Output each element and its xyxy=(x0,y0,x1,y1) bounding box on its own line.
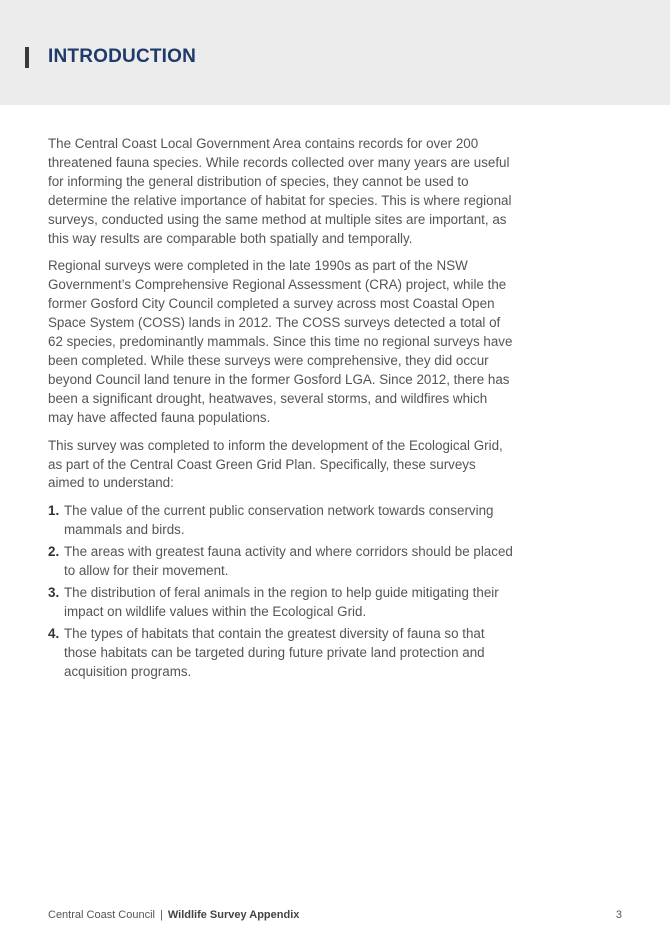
aims-list xyxy=(48,502,513,681)
footer-organization: Central Coast Council xyxy=(48,909,155,921)
list-item-number: 2. xyxy=(48,544,60,560)
list-item-text: The distribution of feral animals in the region to help guide mitigating their impact on wildlife values within the Ecological Grid. xyxy=(64,584,499,619)
list-item-text: The value of the current public conservation network towards conserving mammals and birds. xyxy=(64,503,494,538)
page-footer xyxy=(48,908,622,922)
intro-paragraph-3: This survey was completed to inform the development of the Ecological Grid, as part of the Central Coast Green Grid Plan. Specifically, these surveys aimed to understand: xyxy=(48,437,503,491)
list-item-number: 3. xyxy=(48,584,60,600)
list-item xyxy=(48,502,513,540)
list-item-number: 4. xyxy=(48,625,60,641)
page-number: 3 xyxy=(615,909,622,921)
intro-paragraph-1: The Central Coast Local Government Area contains records for over 200 threatened fauna species. While records collected over many years are useful for informing the general distribution of species, they cannot be used to determine the relative importance of habitat for species. This is where regional surveys, conducted using the same method at multiple sites are important, as this way results are comparable both spatially and temporally. xyxy=(48,136,512,246)
list-item xyxy=(48,543,513,581)
list-item-text: The areas with greatest fauna activity and where corridors should be placed to allow for their movement. xyxy=(64,544,513,579)
footer-document-title: Wildlife Survey Appendix xyxy=(167,909,300,921)
header-band xyxy=(0,0,670,105)
list-item xyxy=(48,625,513,682)
footer-separator: | xyxy=(160,909,163,921)
page-title: INTRODUCTION xyxy=(48,46,197,67)
main-content xyxy=(48,135,513,684)
intro-paragraph-2: Regional surveys were completed in the late 1990s as part of the NSW Government’s Comprehensive Regional Assessment (CRA) project, while the former Gosford City Council completed a survey across most Coastal Open Space System (COSS) lands in 2012. The COSS surveys detected a total of 62 species, predominantly mammals. Since this time no regional surveys have been completed. While these surveys were comprehensive, they did occur beyond Council land tenure in the former Gosford LGA. Since 2012, there has been a significant drought, heatwaves, several storms, and wildfires which may have affected fauna populations. xyxy=(48,258,513,425)
header-accent-bar xyxy=(25,47,29,68)
list-item-text: The types of habitats that contain the greatest diversity of fauna so that those habitats can be targeted during future private land protection and acquisition programs. xyxy=(64,625,485,679)
list-item-number: 1. xyxy=(48,503,60,519)
list-item xyxy=(48,584,513,622)
